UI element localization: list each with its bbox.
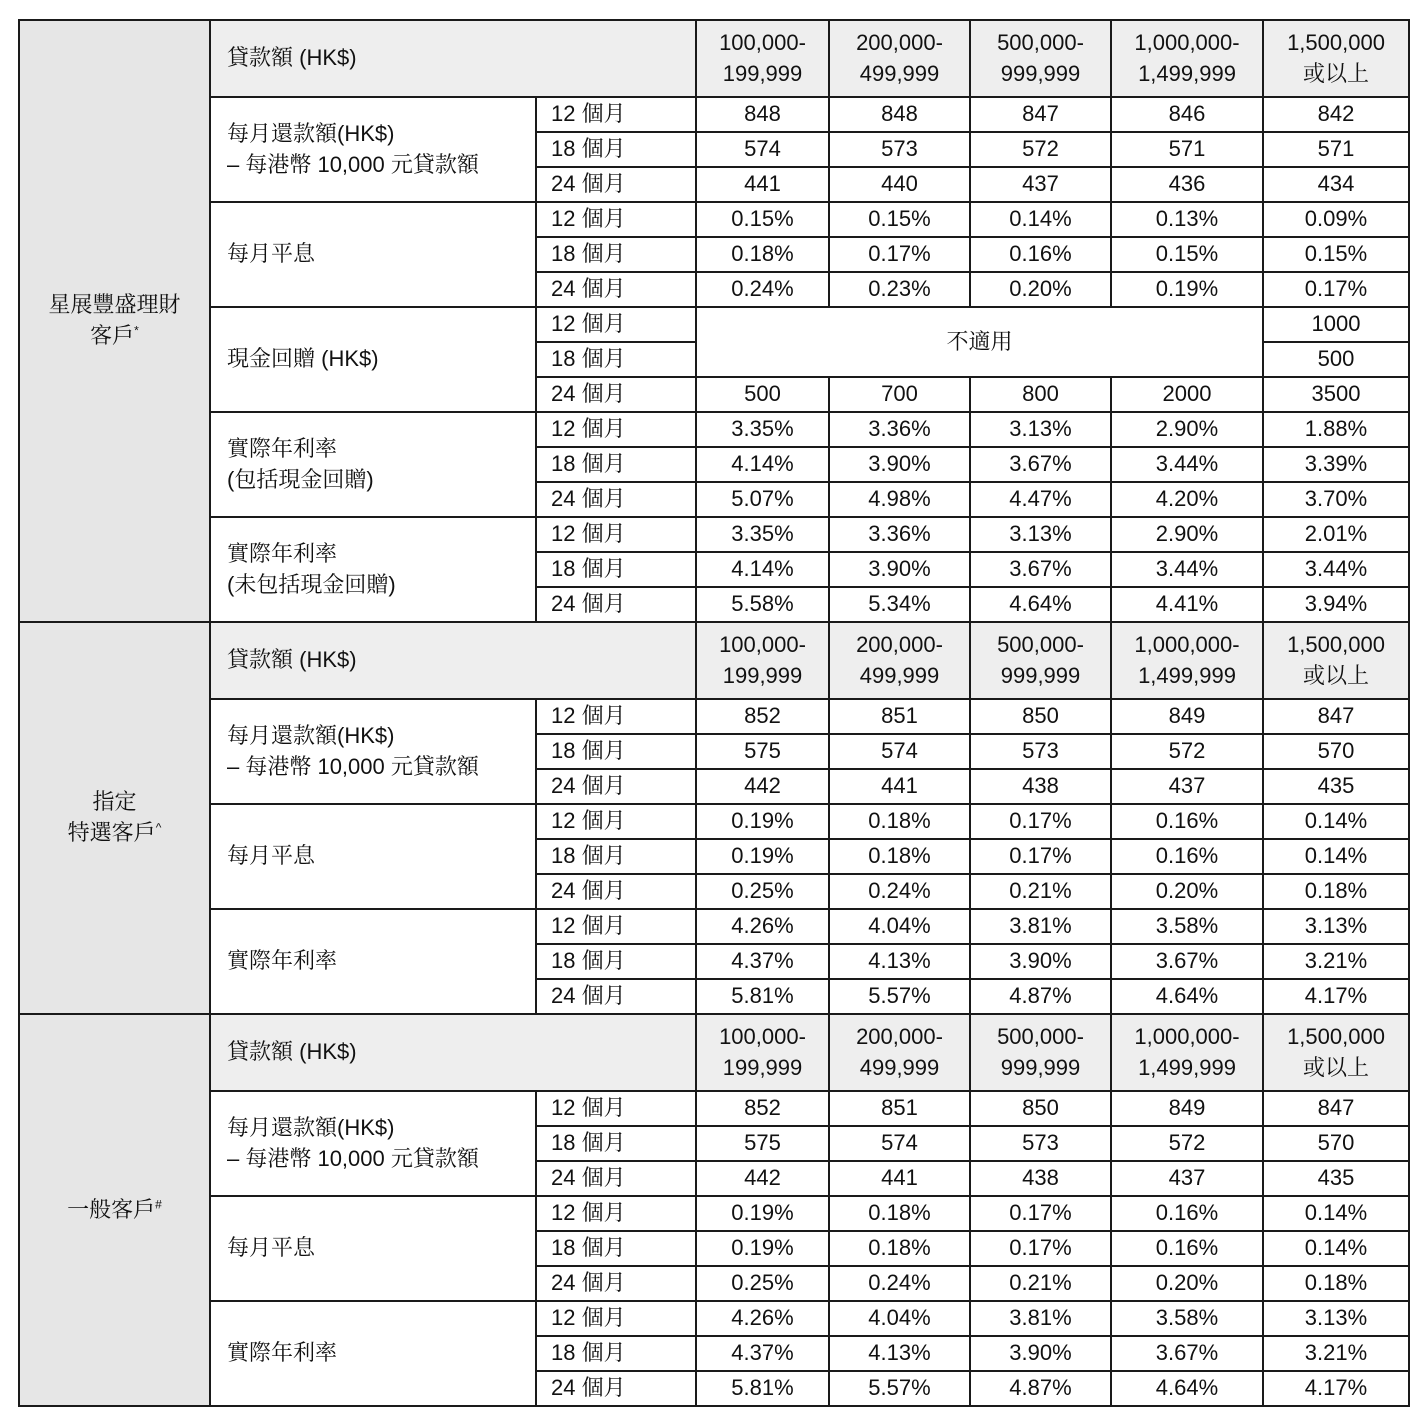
value-cell: 0.18% xyxy=(1263,874,1409,909)
value-cell: 0.24% xyxy=(696,272,829,307)
loan-term: 12 個月 xyxy=(536,307,696,342)
range-line: 999,999 xyxy=(1000,662,1081,688)
value-cell: 3.90% xyxy=(829,552,970,587)
value-cell: 0.23% xyxy=(829,272,970,307)
loan-term: 24 個月 xyxy=(536,272,696,307)
metric-label-line: 每月還款額(HK$) xyxy=(227,722,395,748)
value-cell: 3.81% xyxy=(970,1301,1111,1336)
value-cell: 3.67% xyxy=(1111,1336,1263,1371)
loan-term: 18 個月 xyxy=(536,342,696,377)
loan-term: 12 個月 xyxy=(536,804,696,839)
value-cell: 3.13% xyxy=(1263,909,1409,944)
value-cell: 5.34% xyxy=(829,587,970,622)
value-cell: 4.98% xyxy=(829,482,970,517)
value-cell: 574 xyxy=(829,1126,970,1161)
range-line: 1,000,000- xyxy=(1134,29,1240,55)
value-cell: 4.17% xyxy=(1263,979,1409,1014)
value-cell: 436 xyxy=(1111,167,1263,202)
loan-term: 12 個月 xyxy=(536,1301,696,1336)
range-line: 200,000- xyxy=(856,29,943,55)
loan-term: 12 個月 xyxy=(536,412,696,447)
value-cell: 570 xyxy=(1263,1126,1409,1161)
range-line: 500,000- xyxy=(997,1023,1084,1049)
value-cell: 3.13% xyxy=(970,412,1111,447)
value-cell: 4.64% xyxy=(1111,979,1263,1014)
value-cell: 0.20% xyxy=(1111,874,1263,909)
value-cell: 571 xyxy=(1111,132,1263,167)
metric-label xyxy=(210,909,536,1014)
metric-label-line: 實際年利率 xyxy=(227,435,338,461)
loan-term: 24 個月 xyxy=(536,1371,696,1406)
value-cell: 0.18% xyxy=(1263,1266,1409,1301)
loan-amount-range xyxy=(970,1014,1111,1091)
value-cell: 3.39% xyxy=(1263,447,1409,482)
value-cell: 3.44% xyxy=(1263,552,1409,587)
metric-label-line: (包括現金回贈) xyxy=(227,466,374,492)
value-cell: 0.17% xyxy=(970,804,1111,839)
value-cell: 0.09% xyxy=(1263,202,1409,237)
customer-type-line: 一般客戶# xyxy=(67,1196,162,1222)
loan-amount-range xyxy=(829,20,970,97)
table-row xyxy=(19,804,1409,839)
metric-label-line: 每月還款額(HK$) xyxy=(227,120,395,146)
loan-amount-range xyxy=(1263,622,1409,699)
value-cell: 0.18% xyxy=(829,839,970,874)
value-cell: 573 xyxy=(970,734,1111,769)
range-line: 或以上 xyxy=(1302,662,1369,688)
value-cell: 0.15% xyxy=(1111,237,1263,272)
footnote-mark: # xyxy=(155,1197,162,1212)
value-cell: 0.14% xyxy=(1263,1196,1409,1231)
range-line: 1,500,000 xyxy=(1287,631,1385,657)
value-cell: 3.36% xyxy=(829,517,970,552)
loan-amount-range xyxy=(1111,20,1263,97)
loan-term: 24 個月 xyxy=(536,769,696,804)
value-cell: 438 xyxy=(970,1161,1111,1196)
value-cell: 0.21% xyxy=(970,874,1111,909)
value-cell: 572 xyxy=(1111,1126,1263,1161)
loan-amount-range xyxy=(1111,622,1263,699)
range-line: 1,499,999 xyxy=(1138,60,1236,86)
range-line: 或以上 xyxy=(1302,60,1369,86)
metric-label xyxy=(210,699,536,804)
value-cell: 4.14% xyxy=(696,447,829,482)
value-cell: 0.24% xyxy=(829,1266,970,1301)
value-cell: 0.19% xyxy=(696,1196,829,1231)
value-cell: 847 xyxy=(970,97,1111,132)
value-cell: 0.17% xyxy=(970,1196,1111,1231)
value-cell: 849 xyxy=(1111,699,1263,734)
value-cell: 3.67% xyxy=(970,447,1111,482)
value-cell: 4.17% xyxy=(1263,1371,1409,1406)
value-cell: 3.90% xyxy=(970,1336,1111,1371)
value-cell: 4.13% xyxy=(829,944,970,979)
value-cell: 0.15% xyxy=(829,202,970,237)
value-cell: 3.44% xyxy=(1111,447,1263,482)
value-cell: 435 xyxy=(1263,1161,1409,1196)
range-line: 200,000- xyxy=(856,631,943,657)
value-cell: 434 xyxy=(1263,167,1409,202)
customer-type-cell xyxy=(19,20,210,622)
table-row xyxy=(19,97,1409,132)
value-cell: 3.58% xyxy=(1111,909,1263,944)
value-cell: 441 xyxy=(829,769,970,804)
value-cell: 437 xyxy=(1111,1161,1263,1196)
value-cell: 0.20% xyxy=(1111,1266,1263,1301)
value-cell: 5.57% xyxy=(829,979,970,1014)
value-cell: 574 xyxy=(696,132,829,167)
loan-amount-label: 貸款額 (HK$) xyxy=(210,622,696,699)
value-cell: 3.67% xyxy=(1111,944,1263,979)
loan-term: 18 個月 xyxy=(536,1231,696,1266)
value-cell: 572 xyxy=(970,132,1111,167)
value-cell: 5.81% xyxy=(696,1371,829,1406)
value-cell: 3.21% xyxy=(1263,944,1409,979)
value-cell: 437 xyxy=(970,167,1111,202)
loan-term: 18 個月 xyxy=(536,132,696,167)
value-cell: 2000 xyxy=(1111,377,1263,412)
value-cell: 800 xyxy=(970,377,1111,412)
amount-header-row xyxy=(19,1014,1409,1091)
value-cell: 0.25% xyxy=(696,874,829,909)
table-row xyxy=(19,1091,1409,1126)
value-cell: 573 xyxy=(970,1126,1111,1161)
value-cell: 852 xyxy=(696,699,829,734)
value-cell: 0.19% xyxy=(696,839,829,874)
table-row xyxy=(19,412,1409,447)
customer-type-line: 客戶* xyxy=(90,323,139,348)
loan-amount-range xyxy=(1263,20,1409,97)
value-cell: 0.18% xyxy=(696,237,829,272)
range-line: 499,999 xyxy=(859,1054,940,1080)
range-line: 1,000,000- xyxy=(1134,631,1240,657)
value-cell: 5.81% xyxy=(696,979,829,1014)
value-cell: 0.17% xyxy=(829,237,970,272)
value-cell: 4.04% xyxy=(829,909,970,944)
value-cell: 573 xyxy=(829,132,970,167)
loan-amount-label: 貸款額 (HK$) xyxy=(210,1014,696,1091)
value-cell: 441 xyxy=(696,167,829,202)
value-cell: 852 xyxy=(696,1091,829,1126)
value-cell: 5.57% xyxy=(829,1371,970,1406)
value-cell: 0.18% xyxy=(829,1196,970,1231)
value-cell: 848 xyxy=(829,97,970,132)
value-cell: 0.14% xyxy=(1263,804,1409,839)
value-cell: 438 xyxy=(970,769,1111,804)
loan-term: 18 個月 xyxy=(536,237,696,272)
value-cell: 4.26% xyxy=(696,909,829,944)
metric-label-line: 現金回贈 (HK$) xyxy=(227,346,379,372)
value-cell: 3.35% xyxy=(696,517,829,552)
value-cell: 3.58% xyxy=(1111,1301,1263,1336)
loan-amount-range xyxy=(970,20,1111,97)
value-cell: 4.37% xyxy=(696,944,829,979)
value-cell: 850 xyxy=(970,1091,1111,1126)
loan-rate-table xyxy=(18,19,1410,1407)
value-cell: 848 xyxy=(696,97,829,132)
value-cell: 571 xyxy=(1263,132,1409,167)
metric-label-line: – 每港幣 10,000 元貸款額 xyxy=(227,151,479,177)
customer-type-line: 指定 xyxy=(92,789,137,815)
range-line: 199,999 xyxy=(722,1054,803,1080)
loan-term: 24 個月 xyxy=(536,587,696,622)
value-cell: 442 xyxy=(696,769,829,804)
value-cell: 441 xyxy=(829,1161,970,1196)
value-cell: 437 xyxy=(1111,769,1263,804)
metric-label xyxy=(210,517,536,622)
value-cell: 574 xyxy=(829,734,970,769)
range-line: 1,500,000 xyxy=(1287,29,1385,55)
metric-label xyxy=(210,202,536,307)
range-line: 100,000- xyxy=(719,631,806,657)
value-cell: 851 xyxy=(829,699,970,734)
value-cell: 4.37% xyxy=(696,1336,829,1371)
value-cell: 3.67% xyxy=(970,552,1111,587)
value-cell: 0.17% xyxy=(970,1231,1111,1266)
value-cell: 0.18% xyxy=(829,804,970,839)
value-cell: 700 xyxy=(829,377,970,412)
metric-label-line: 每月平息 xyxy=(227,241,316,267)
value-cell: 3.94% xyxy=(1263,587,1409,622)
range-line: 100,000- xyxy=(719,29,806,55)
loan-term: 12 個月 xyxy=(536,909,696,944)
value-cell: 849 xyxy=(1111,1091,1263,1126)
footnote-mark: * xyxy=(134,323,139,338)
loan-amount-label: 貸款額 (HK$) xyxy=(210,20,696,97)
value-cell: 0.19% xyxy=(1111,272,1263,307)
table-row xyxy=(19,1196,1409,1231)
range-line: 1,000,000- xyxy=(1134,1023,1240,1049)
table-row xyxy=(19,1301,1409,1336)
range-line: 499,999 xyxy=(859,662,940,688)
value-cell: 0.18% xyxy=(829,1231,970,1266)
value-cell: 440 xyxy=(829,167,970,202)
value-cell: 2.90% xyxy=(1111,517,1263,552)
value-cell: 0.14% xyxy=(1263,1231,1409,1266)
value-cell: 3.35% xyxy=(696,412,829,447)
value-cell: 3.36% xyxy=(829,412,970,447)
loan-term: 12 個月 xyxy=(536,1196,696,1231)
value-cell: 500 xyxy=(696,377,829,412)
loan-term: 24 個月 xyxy=(536,167,696,202)
metric-label-line: 每月還款額(HK$) xyxy=(227,1114,395,1140)
loan-term: 12 個月 xyxy=(536,202,696,237)
value-cell: 3.44% xyxy=(1111,552,1263,587)
metric-label xyxy=(210,412,536,517)
value-cell: 572 xyxy=(1111,734,1263,769)
value-cell: 4.87% xyxy=(970,979,1111,1014)
range-line: 999,999 xyxy=(1000,1054,1081,1080)
value-cell: 4.64% xyxy=(1111,1371,1263,1406)
value-cell: 3.21% xyxy=(1263,1336,1409,1371)
value-cell: 0.21% xyxy=(970,1266,1111,1301)
value-cell: 4.47% xyxy=(970,482,1111,517)
metric-label-line: – 每港幣 10,000 元貸款額 xyxy=(227,1145,479,1171)
value-cell: 0.19% xyxy=(696,1231,829,1266)
range-line: 199,999 xyxy=(722,60,803,86)
value-cell: 5.58% xyxy=(696,587,829,622)
loan-amount-range xyxy=(1263,1014,1409,1091)
value-cell: 3.70% xyxy=(1263,482,1409,517)
value-cell: 442 xyxy=(696,1161,829,1196)
loan-amount-range xyxy=(1111,1014,1263,1091)
value-cell: 3500 xyxy=(1263,377,1409,412)
metric-label xyxy=(210,1301,536,1406)
metric-label-line: 實際年利率 xyxy=(227,948,338,974)
range-line: 1,499,999 xyxy=(1138,1054,1236,1080)
loan-term: 12 個月 xyxy=(536,517,696,552)
value-cell: 0.19% xyxy=(696,804,829,839)
range-line: 500,000- xyxy=(997,631,1084,657)
metric-label xyxy=(210,1091,536,1196)
loan-term: 24 個月 xyxy=(536,377,696,412)
metric-label xyxy=(210,97,536,202)
metric-label-line: 實際年利率 xyxy=(227,540,338,566)
value-cell: 850 xyxy=(970,699,1111,734)
table-row xyxy=(19,307,1409,342)
value-cell: 3.13% xyxy=(970,517,1111,552)
value-cell: 575 xyxy=(696,1126,829,1161)
value-cell: 4.20% xyxy=(1111,482,1263,517)
loan-term: 18 個月 xyxy=(536,447,696,482)
loan-term: 24 個月 xyxy=(536,1266,696,1301)
loan-term: 18 個月 xyxy=(536,552,696,587)
value-cell: 435 xyxy=(1263,769,1409,804)
amount-header-row xyxy=(19,622,1409,699)
value-cell: 3.81% xyxy=(970,909,1111,944)
value-cell: 0.14% xyxy=(970,202,1111,237)
loan-term: 18 個月 xyxy=(536,1126,696,1161)
loan-term: 12 個月 xyxy=(536,97,696,132)
value-cell: 0.24% xyxy=(829,874,970,909)
loan-amount-range xyxy=(970,622,1111,699)
customer-type-cell xyxy=(19,1014,210,1406)
value-cell: 4.26% xyxy=(696,1301,829,1336)
table-row xyxy=(19,909,1409,944)
value-cell: 4.04% xyxy=(829,1301,970,1336)
range-line: 500,000- xyxy=(997,29,1084,55)
value-cell: 4.87% xyxy=(970,1371,1111,1406)
range-line: 100,000- xyxy=(719,1023,806,1049)
loan-term: 12 個月 xyxy=(536,699,696,734)
value-cell: 0.16% xyxy=(1111,1196,1263,1231)
metric-label xyxy=(210,1196,536,1301)
value-cell: 5.07% xyxy=(696,482,829,517)
value-cell: 0.16% xyxy=(1111,804,1263,839)
loan-term: 24 個月 xyxy=(536,874,696,909)
value-cell: 500 xyxy=(1263,342,1409,377)
range-line: 999,999 xyxy=(1000,60,1081,86)
value-cell: 0.17% xyxy=(1263,272,1409,307)
loan-amount-range xyxy=(696,622,829,699)
value-cell: 851 xyxy=(829,1091,970,1126)
value-cell: 0.15% xyxy=(1263,237,1409,272)
value-cell: 4.14% xyxy=(696,552,829,587)
table-row xyxy=(19,517,1409,552)
metric-label-line: 每月平息 xyxy=(227,1235,316,1261)
value-cell: 0.16% xyxy=(1111,839,1263,874)
value-cell: 2.01% xyxy=(1263,517,1409,552)
value-cell: 570 xyxy=(1263,734,1409,769)
value-cell: 3.90% xyxy=(829,447,970,482)
value-cell: 575 xyxy=(696,734,829,769)
table-row xyxy=(19,699,1409,734)
range-line: 1,500,000 xyxy=(1287,1023,1385,1049)
customer-type-cell xyxy=(19,622,210,1014)
value-cell: 2.90% xyxy=(1111,412,1263,447)
metric-label-line: 實際年利率 xyxy=(227,1340,338,1366)
metric-label-line: (未包括現金回贈) xyxy=(227,571,396,597)
value-cell: 4.41% xyxy=(1111,587,1263,622)
range-line: 或以上 xyxy=(1302,1054,1369,1080)
value-cell: 0.17% xyxy=(970,839,1111,874)
value-cell: 1000 xyxy=(1263,307,1409,342)
customer-type-line: 星展豐盛理財 xyxy=(48,292,181,318)
range-line: 499,999 xyxy=(859,60,940,86)
loan-term: 18 個月 xyxy=(536,944,696,979)
loan-term: 18 個月 xyxy=(536,839,696,874)
value-cell: 847 xyxy=(1263,1091,1409,1126)
range-line: 1,499,999 xyxy=(1138,662,1236,688)
amount-header-row xyxy=(19,20,1409,97)
loan-amount-range xyxy=(829,622,970,699)
value-cell: 3.90% xyxy=(970,944,1111,979)
not-applicable-cell: 不適用 xyxy=(696,307,1263,377)
loan-term: 24 個月 xyxy=(536,482,696,517)
value-cell: 4.64% xyxy=(970,587,1111,622)
loan-term: 12 個月 xyxy=(536,1091,696,1126)
customer-type-line: 特選客戶^ xyxy=(67,820,162,845)
loan-amount-range xyxy=(696,1014,829,1091)
value-cell: 0.15% xyxy=(696,202,829,237)
value-cell: 4.13% xyxy=(829,1336,970,1371)
value-cell: 842 xyxy=(1263,97,1409,132)
value-cell: 0.20% xyxy=(970,272,1111,307)
value-cell: 1.88% xyxy=(1263,412,1409,447)
value-cell: 0.16% xyxy=(970,237,1111,272)
loan-amount-range xyxy=(829,1014,970,1091)
metric-label-line: 每月平息 xyxy=(227,843,316,869)
range-line: 199,999 xyxy=(722,662,803,688)
value-cell: 0.16% xyxy=(1111,1231,1263,1266)
table-row xyxy=(19,202,1409,237)
value-cell: 0.14% xyxy=(1263,839,1409,874)
value-cell: 0.25% xyxy=(696,1266,829,1301)
loan-term: 18 個月 xyxy=(536,734,696,769)
footnote-mark: ^ xyxy=(155,820,162,835)
loan-term: 24 個月 xyxy=(536,979,696,1014)
loan-amount-range xyxy=(696,20,829,97)
value-cell: 846 xyxy=(1111,97,1263,132)
metric-label xyxy=(210,307,536,412)
metric-label xyxy=(210,804,536,909)
loan-term: 18 個月 xyxy=(536,1336,696,1371)
value-cell: 3.13% xyxy=(1263,1301,1409,1336)
loan-term: 24 個月 xyxy=(536,1161,696,1196)
value-cell: 847 xyxy=(1263,699,1409,734)
metric-label-line: – 每港幣 10,000 元貸款額 xyxy=(227,753,479,779)
range-line: 200,000- xyxy=(856,1023,943,1049)
value-cell: 0.13% xyxy=(1111,202,1263,237)
